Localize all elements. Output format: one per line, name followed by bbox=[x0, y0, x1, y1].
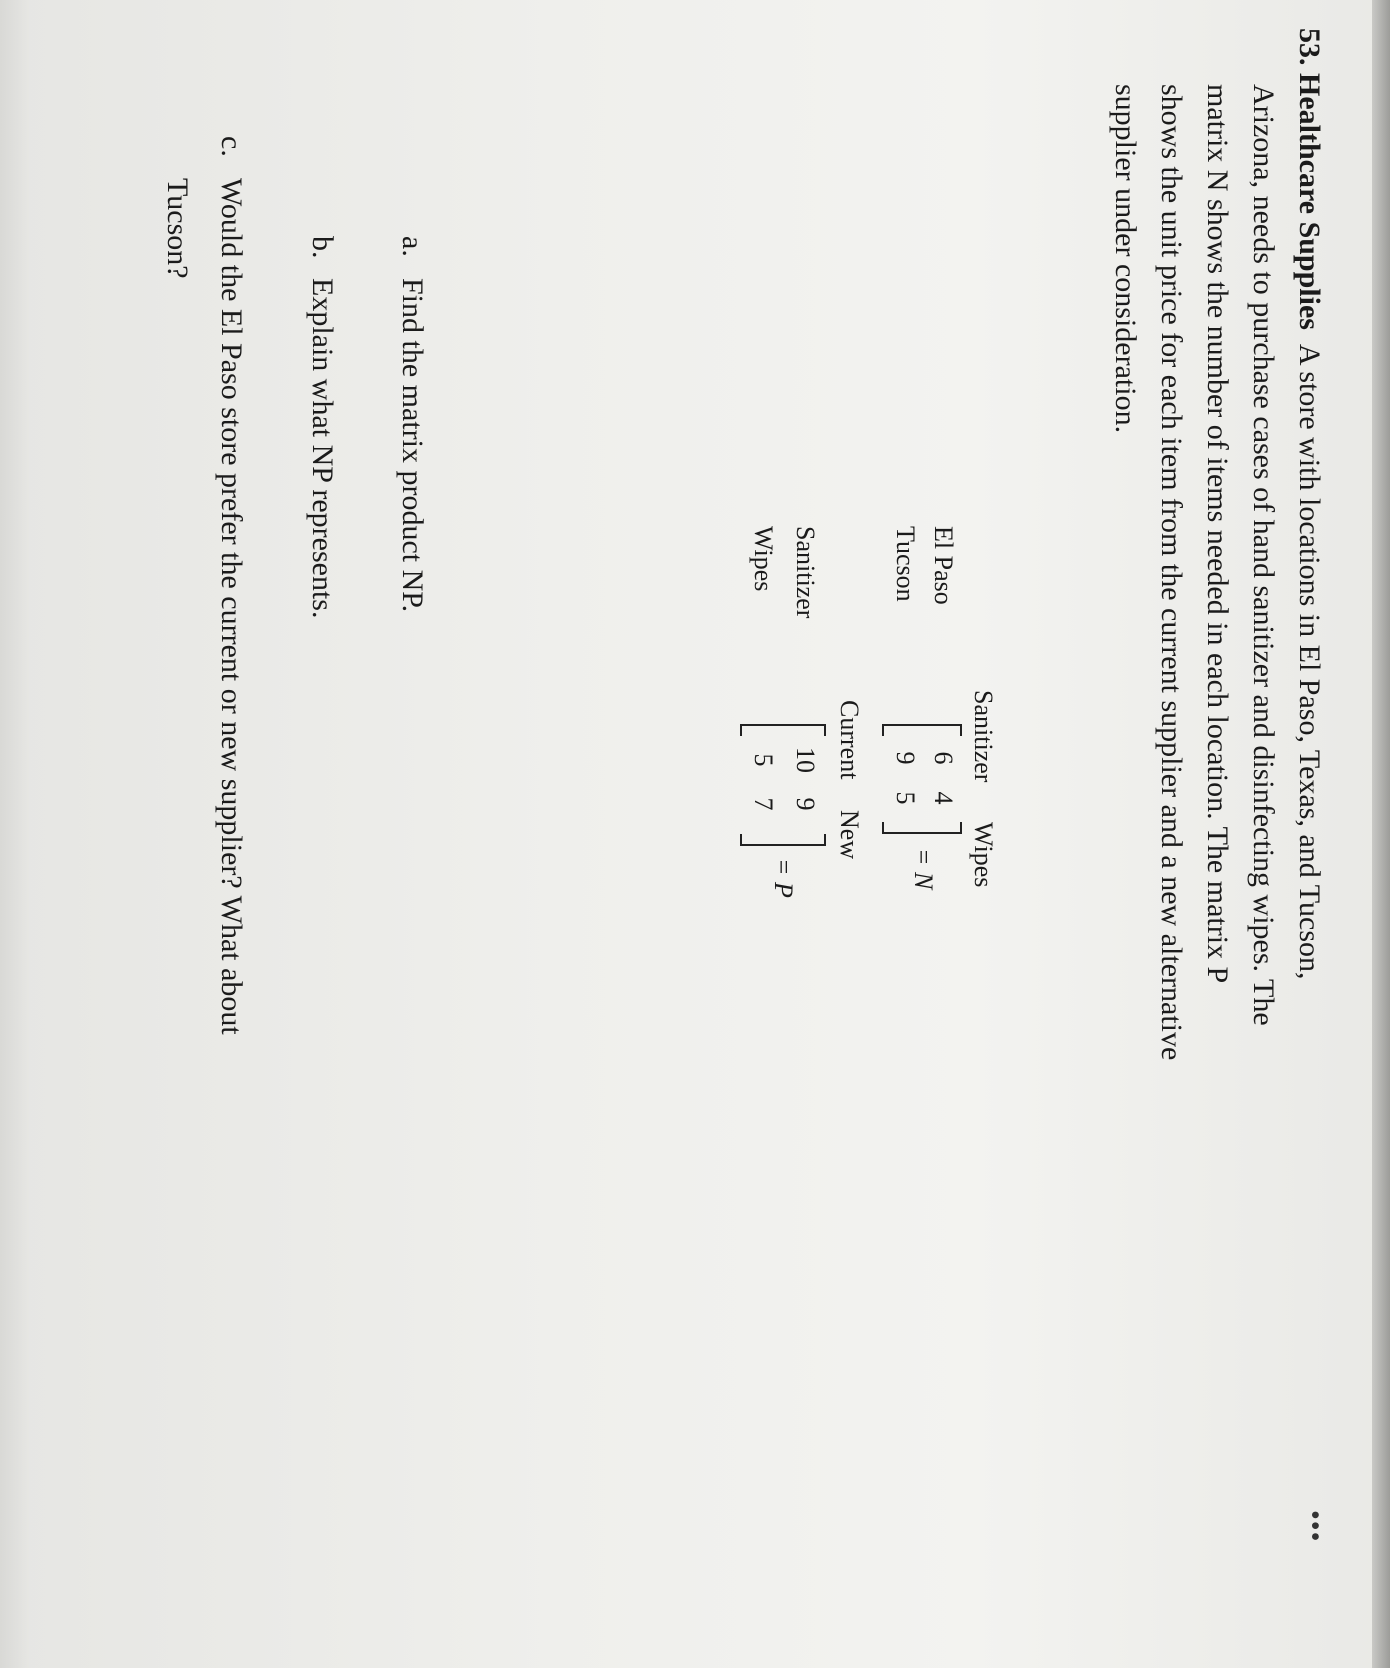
problem-line-2: Arizona, needs to purchase cases of hand sanitizer and disinfecting wipes. The bbox=[1247, 84, 1280, 1026]
matrix-p-cell: 10 bbox=[791, 747, 820, 773]
problem-statement bbox=[1102, 28, 1332, 1448]
matrix-n-row-label-el-paso: El Paso bbox=[929, 526, 958, 605]
question-b bbox=[299, 236, 345, 618]
matrix-n-equation: = N bbox=[909, 848, 938, 890]
question-c-continued: Tucson? bbox=[161, 178, 194, 279]
question-c bbox=[208, 136, 254, 1035]
problem-line-4: shows the unit price for each item from the current supplier and a new alternative bbox=[1155, 84, 1188, 1061]
matrix-n-col-header-sanitizer: Sanitizer bbox=[969, 690, 998, 783]
matrix-n-cell: 6 bbox=[929, 751, 958, 765]
matrix-p-col-header-new: New bbox=[835, 810, 864, 860]
matrix-p-right-bracket bbox=[740, 834, 826, 846]
matrix-p-row-label-sanitizer: Sanitizer bbox=[791, 526, 820, 619]
question-b-label: b. bbox=[306, 236, 339, 259]
matrix-n-row-label-tucson: Tucson bbox=[891, 526, 920, 602]
matrix-n-col-header-wipes: Wipes bbox=[969, 822, 998, 888]
problem-title: Healthcare Supplies bbox=[1293, 73, 1326, 330]
matrix-n-left-bracket bbox=[882, 724, 962, 736]
problem-line-5: supplier under consideration. bbox=[1109, 84, 1142, 434]
matrix-p-cell: 5 bbox=[749, 753, 778, 767]
matrix-n-cell: 4 bbox=[929, 791, 958, 805]
matrix-n-cell: 9 bbox=[891, 751, 920, 765]
matrix-p-row-label-wipes: Wipes bbox=[749, 526, 778, 592]
matrix-p-left-bracket bbox=[740, 724, 826, 736]
question-a-label: a. bbox=[396, 236, 429, 257]
matrix-p-cell: 9 bbox=[791, 797, 820, 811]
question-c-label: c. bbox=[215, 136, 248, 157]
question-a-text: Find the matrix product NP. bbox=[396, 278, 429, 613]
problem-number: 53. bbox=[1293, 28, 1326, 66]
matrix-p-equation: = P bbox=[769, 858, 798, 898]
matrix-p-col-header-current: Current bbox=[835, 700, 864, 780]
matrix-p-cell: 7 bbox=[749, 797, 778, 811]
question-a bbox=[389, 236, 435, 612]
more-options-icon[interactable]: ••• bbox=[1299, 1510, 1330, 1543]
problem-line-1: A store with locations in El Paso, Texas, and Tucson, bbox=[1293, 343, 1326, 980]
question-b-text: Explain what NP represents. bbox=[306, 278, 339, 619]
matrix-n-cell: 5 bbox=[891, 791, 920, 805]
problem-line-3: matrix N shows the number of items needed in each location. The matrix P bbox=[1201, 84, 1234, 984]
matrix-n-right-bracket bbox=[882, 822, 962, 834]
question-c-text: Would the El Paso store prefer the current or new supplier? What about bbox=[215, 178, 248, 1035]
